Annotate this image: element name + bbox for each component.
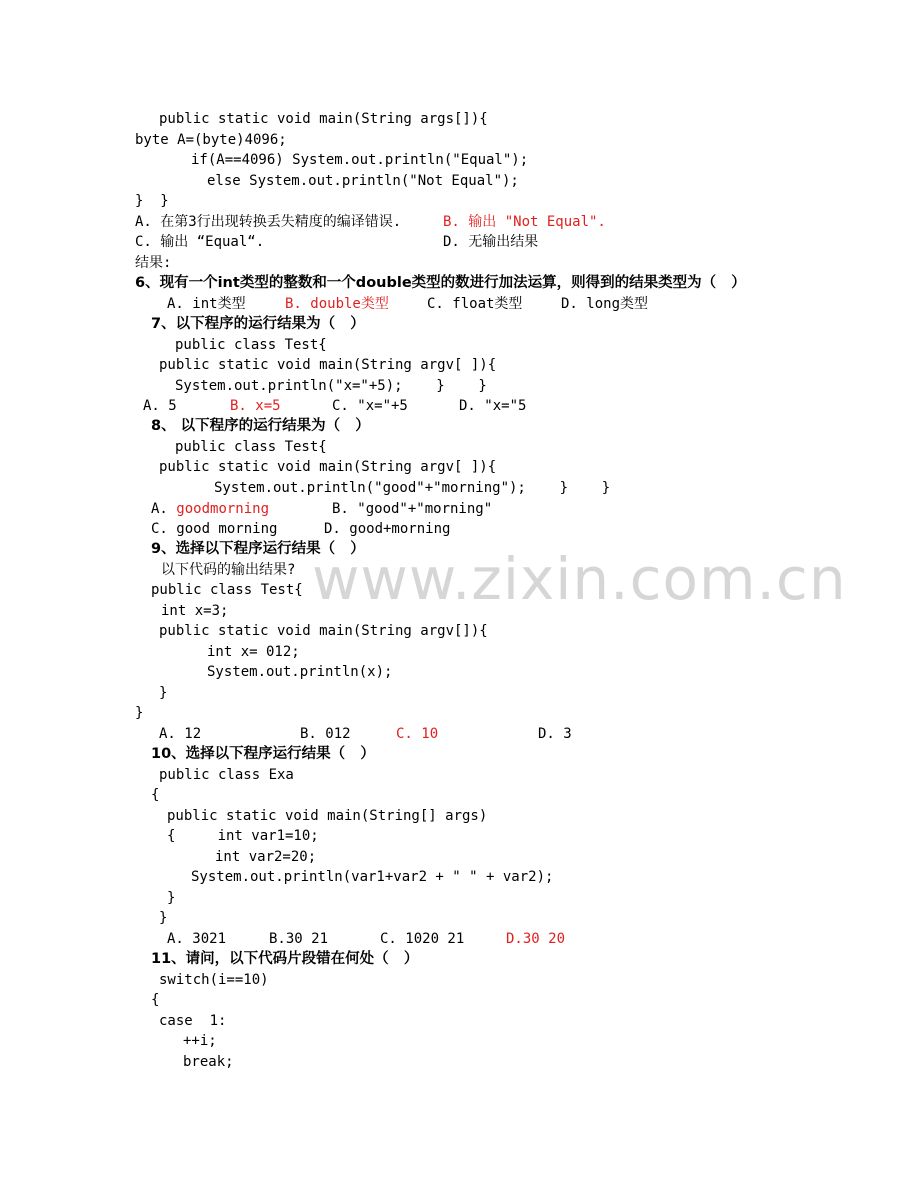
question-title: 8、 以下程序的运行结果为（ ）	[151, 418, 370, 434]
option-a: A. 5	[143, 398, 177, 414]
option-b: B.30 21	[269, 931, 329, 947]
question-title: 11、请问，以下代码片段错在何处（ ）	[151, 951, 419, 967]
code-line: public static void main(String[] args)	[167, 808, 488, 824]
code-line: System.out.println("good"+"morning"); } }	[214, 480, 611, 496]
code-line: System.out.println(x);	[207, 664, 393, 680]
option-b: B. "good"+"morning"	[332, 501, 493, 517]
option-a: A. int类型	[167, 296, 246, 312]
question-title: 6、现有一个int类型的整数和一个double类型的数进行加法运算，则得到的结果类型为（ ）	[135, 275, 746, 291]
option-c: C. 1020 21	[380, 931, 465, 947]
code-line: }	[159, 685, 168, 701]
code-line: { int var1=10;	[167, 828, 319, 844]
code-line: else System.out.println("Not Equal");	[207, 173, 519, 189]
option-d: D. 3	[538, 726, 572, 742]
code-line: } }	[135, 193, 169, 209]
code-line: public class Test{	[175, 439, 327, 455]
code-line: }	[135, 705, 144, 721]
code-line: System.out.println(var1+var2 + " " + var2);	[191, 869, 554, 885]
code-line: int x= 012;	[207, 644, 300, 660]
option-d-answer: D.30 20	[506, 931, 566, 947]
code-line: public class Test{	[151, 582, 303, 598]
code-line: public static void main(String argv[ ]){	[159, 357, 497, 373]
option-a: A. 在第3行出现转换丢失精度的编译错误.	[135, 214, 402, 230]
option-d: D. long类型	[561, 296, 649, 312]
code-line: {	[151, 992, 160, 1008]
question-title: 10、选择以下程序运行结果（ ）	[151, 746, 375, 762]
code-line: System.out.println("x="+5); } }	[175, 378, 487, 394]
code-line: int var2=20;	[215, 849, 317, 865]
code-line: case 1:	[159, 1013, 227, 1029]
code-line: if(A==4096) System.out.println("Equal");	[191, 152, 529, 168]
question-title: 9、选择以下程序运行结果（ ）	[151, 541, 365, 557]
code-line: public static void main(String argv[]){	[159, 623, 488, 639]
code-line: public static void main(String argv[ ]){	[159, 459, 497, 475]
option-a-prefix: A.	[151, 501, 177, 517]
question-title: 7、以下程序的运行结果为（ ）	[151, 316, 365, 332]
option-b-answer: B. x=5	[230, 398, 281, 414]
option-b-answer: B. 输出 "Not Equal".	[443, 214, 606, 230]
code-line: switch(i==10)	[159, 972, 269, 988]
option-c: C. 输出 “Equal“.	[135, 234, 265, 250]
option-a: A. 3021	[167, 931, 227, 947]
code-line: public static void main(String args[]){	[159, 111, 488, 127]
option-c: C. good morning	[151, 521, 278, 537]
option-a: A. 12	[159, 726, 202, 742]
option-a	[151, 499, 269, 519]
question-subtitle: 以下代码的输出结果?	[161, 562, 296, 578]
option-b: B. 012	[300, 726, 351, 742]
code-line: int x=3;	[161, 603, 229, 619]
option-c-answer: C. 10	[396, 726, 439, 742]
code-line: ++i;	[183, 1033, 217, 1049]
code-line: }	[167, 890, 176, 906]
code-line: break;	[183, 1054, 234, 1070]
option-c: C. "x="+5	[332, 398, 408, 414]
option-d: D. "x="5	[459, 398, 527, 414]
option-b-answer: B. double类型	[285, 296, 389, 312]
option-d: D. good+morning	[324, 521, 451, 537]
code-line: public class Exa	[159, 767, 294, 783]
code-line: public class Test{	[175, 337, 327, 353]
code-line: }	[159, 910, 168, 926]
option-d: D. 无输出结果	[443, 234, 539, 250]
code-line: {	[151, 787, 160, 803]
result-label: 结果:	[135, 255, 172, 271]
watermark: www.zixin.com.cn	[312, 545, 847, 613]
option-a-answer: goodmorning	[176, 501, 270, 517]
option-c: C. float类型	[427, 296, 523, 312]
code-line: byte A=(byte)4096;	[135, 132, 287, 148]
